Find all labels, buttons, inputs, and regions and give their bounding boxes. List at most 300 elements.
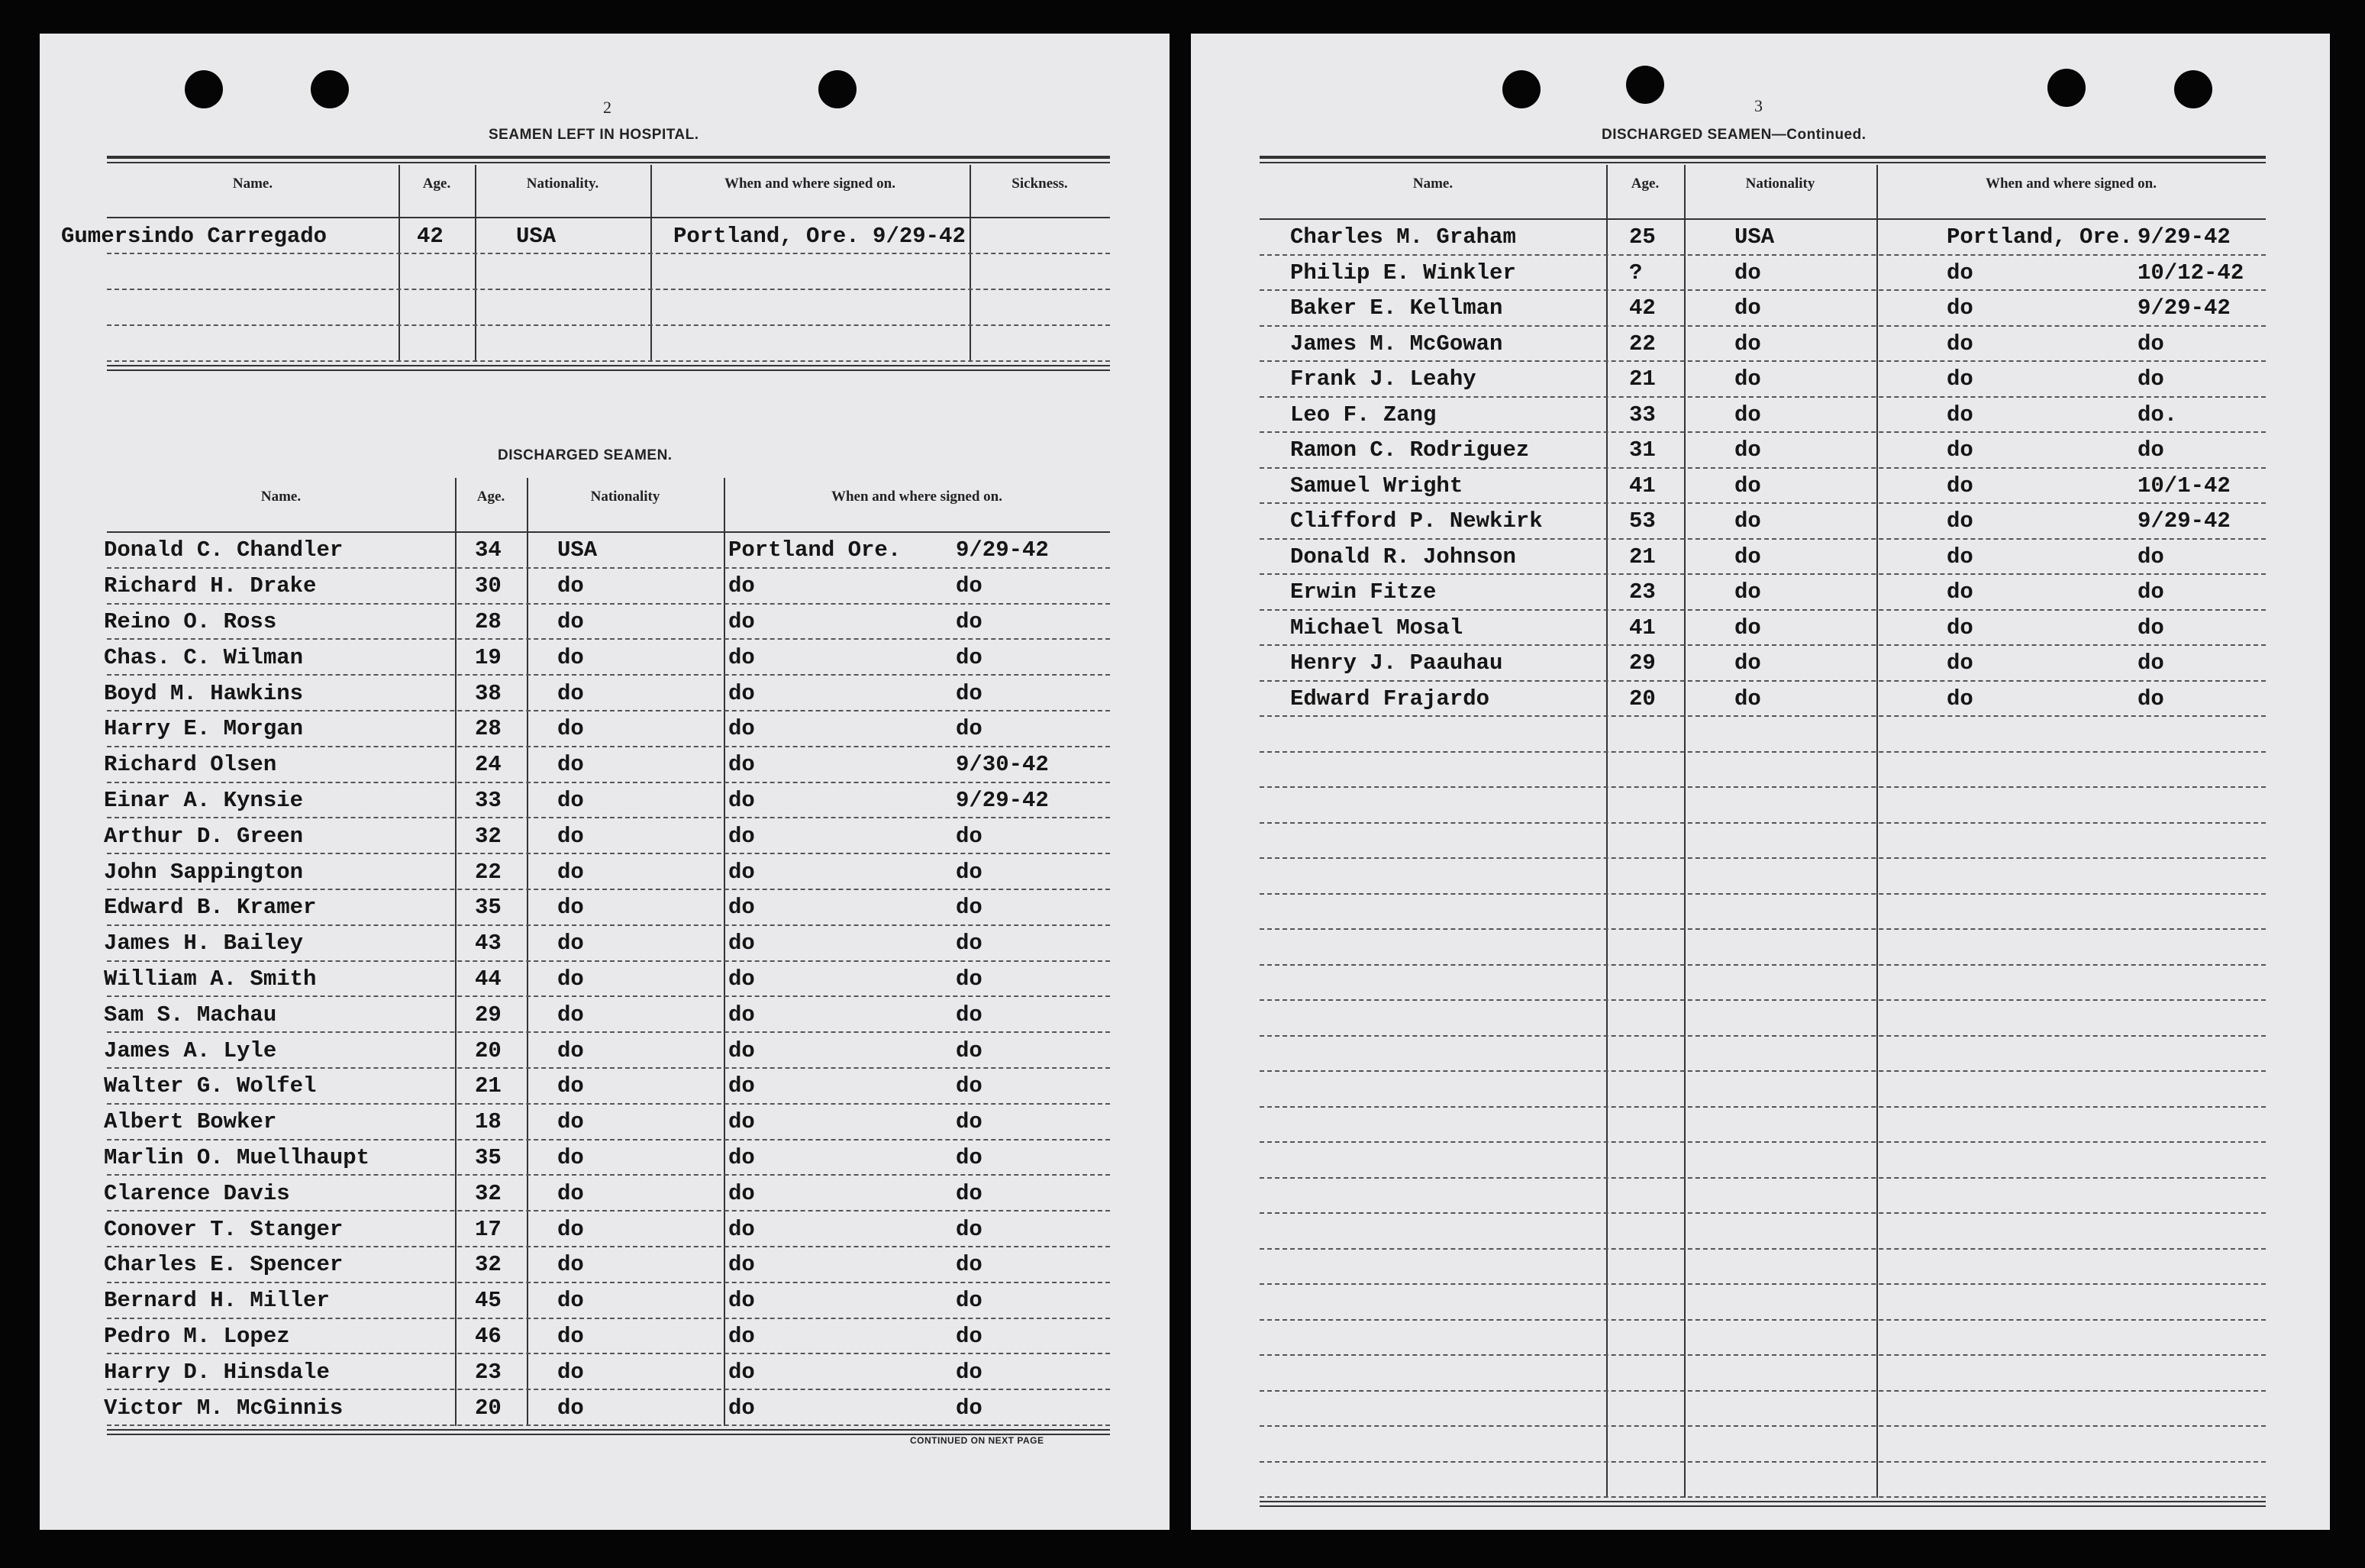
seaman-age: 28 [475, 609, 502, 634]
signed-on-date: do [956, 1145, 982, 1170]
row-separator [107, 638, 1110, 640]
seaman-age: 23 [1629, 579, 1656, 605]
row-separator [1260, 1354, 2266, 1356]
seaman-age: 32 [475, 823, 502, 849]
left-page [40, 34, 1170, 1530]
seaman-name: Frank J. Leahy [1290, 366, 1476, 392]
seaman-nationality: USA [557, 537, 598, 563]
column-divider [475, 165, 476, 362]
seaman-name: Edward B. Kramer [104, 895, 317, 921]
seaman-name: Walter G. Wolfel [104, 1073, 317, 1099]
signed-on-place: do [1947, 508, 1973, 534]
signed-on-date: do [956, 1216, 982, 1242]
seaman-nationality: do [1734, 437, 1761, 463]
signed-on-date: do. [2138, 402, 2178, 427]
column-divider [1876, 165, 1878, 1498]
seaman-nationality: do [557, 1216, 584, 1242]
seaman-nationality: do [557, 752, 584, 778]
row-separator [1260, 644, 2266, 646]
row-separator [1260, 431, 2266, 433]
seaman-nationality: do [557, 823, 584, 849]
seaman-name: Clarence Davis [104, 1180, 290, 1206]
seaman-nationality: do [1734, 650, 1761, 676]
signed-on-place: do [1947, 366, 1973, 392]
signed-on-place: do [728, 573, 755, 599]
column-divider [1606, 165, 1608, 1498]
seaman-name: James M. McGowan [1290, 331, 1503, 357]
seaman-name: William A. Smith [104, 966, 317, 992]
seaman-name: Clifford P. Newkirk [1290, 508, 1543, 534]
row-separator [1260, 1106, 2266, 1108]
row-separator [1260, 573, 2266, 575]
seaman-age: 35 [475, 1145, 502, 1170]
signed-on: Portland, Ore. 9/29-42 [673, 223, 966, 249]
row-separator [107, 1174, 1110, 1176]
row-separator [107, 1318, 1110, 1319]
row-separator [1260, 1177, 2266, 1179]
seaman-nationality: do [557, 716, 584, 742]
row-separator [1260, 1035, 2266, 1037]
signed-on-date: do [956, 823, 982, 849]
row-separator [107, 1353, 1110, 1354]
row-separator [1260, 964, 2266, 966]
column-header: Age. [476, 489, 505, 505]
signed-on-date: do [956, 1109, 982, 1135]
row-separator [1260, 1425, 2266, 1427]
column-header: When and where signed on. [1985, 176, 2157, 192]
signed-on-date: 10/1-42 [2138, 473, 2231, 498]
signed-on-place: Portland, Ore. [1947, 224, 2133, 250]
row-separator [1260, 822, 2266, 824]
signed-on-date: do [956, 609, 982, 634]
signed-on-place: do [1947, 331, 1973, 357]
column-divider [527, 478, 528, 1426]
seaman-age: 33 [1629, 402, 1656, 427]
seaman-nationality: do [1734, 331, 1761, 357]
seaman-name: Albert Bowker [104, 1109, 277, 1135]
row-separator [1260, 857, 2266, 859]
row-separator [107, 995, 1110, 997]
seaman-age: 41 [1629, 615, 1656, 640]
seaman-nationality: do [1734, 402, 1761, 427]
signed-on-date: do [956, 680, 982, 706]
signed-on-date: do [956, 1288, 982, 1314]
row-separator [107, 1103, 1110, 1105]
seaman-name: Michael Mosal [1290, 615, 1463, 640]
column-header: When and where signed on. [724, 176, 895, 192]
seaman-age: 28 [475, 716, 502, 742]
row-separator [1260, 467, 2266, 469]
seaman-nationality: do [557, 1359, 584, 1385]
seaman-age: 38 [475, 680, 502, 706]
seaman-age: 46 [475, 1324, 502, 1349]
signed-on-date: do [956, 1324, 982, 1349]
column-header: Nationality [1745, 176, 1815, 192]
row-separator [107, 1282, 1110, 1283]
rule [1260, 162, 2266, 163]
seaman-name: Reino O. Ross [104, 609, 277, 634]
seaman-nationality: do [557, 573, 584, 599]
rule [107, 369, 1110, 371]
row-separator [1260, 289, 2266, 291]
seaman-age: 24 [475, 752, 502, 778]
row-separator [107, 889, 1110, 890]
row-separator [107, 746, 1110, 747]
row-separator [107, 674, 1110, 676]
row-separator [107, 1246, 1110, 1247]
signed-on-place: do [728, 716, 755, 742]
seaman-nationality: do [1734, 686, 1761, 711]
signed-on-place: do [728, 1002, 755, 1028]
row-separator [107, 360, 1110, 362]
signed-on-date: do [2138, 331, 2164, 357]
signed-on-place: do [728, 1359, 755, 1385]
signed-on-place: do [1947, 544, 1973, 569]
signed-on-place: do [728, 823, 755, 849]
seaman-age: 30 [475, 573, 502, 599]
column-header: Age. [422, 176, 451, 192]
signed-on-date: 9/30-42 [956, 752, 1049, 778]
signed-on-date: do [956, 573, 982, 599]
seaman-name: James A. Lyle [104, 1037, 277, 1063]
punch-hole [1502, 70, 1541, 108]
seaman-name: Bernard H. Miller [104, 1288, 330, 1314]
signed-on-place: do [728, 1109, 755, 1135]
seaman-name: Donald R. Johnson [1290, 544, 1516, 569]
row-separator [1260, 538, 2266, 540]
seaman-name: Victor M. McGinnis [104, 1395, 344, 1421]
seaman-age: 22 [475, 859, 502, 885]
seaman-nationality: do [557, 859, 584, 885]
rule [1260, 1505, 2266, 1507]
signed-on-date: do [956, 895, 982, 921]
signed-on-place: Portland Ore. [728, 537, 902, 563]
seaman-nationality: USA [516, 223, 557, 249]
rule [1260, 156, 2266, 159]
signed-on-date: do [956, 1073, 982, 1099]
signed-on-place: do [1947, 686, 1973, 711]
seaman-nationality: do [557, 1073, 584, 1099]
signed-on-date: do [2138, 544, 2164, 569]
signed-on-place: do [1947, 260, 1973, 286]
seaman-name: Henry J. Paauhau [1290, 650, 1503, 676]
seaman-age: 25 [1629, 224, 1656, 250]
seaman-name: Boyd M. Hawkins [104, 680, 304, 706]
signed-on-place: do [728, 680, 755, 706]
seaman-nationality: do [557, 680, 584, 706]
signed-on-date: do [2138, 437, 2164, 463]
seaman-age: 19 [475, 644, 502, 670]
seaman-age: 32 [475, 1180, 502, 1206]
column-header: Name. [260, 489, 302, 505]
seaman-name: Harry D. Hinsdale [104, 1359, 330, 1385]
signed-on-place: do [1947, 295, 1973, 321]
signed-on-place: do [728, 1145, 755, 1170]
signed-on-date: do [956, 859, 982, 885]
seaman-name: Leo F. Zang [1290, 402, 1437, 427]
signed-on-place: do [728, 1073, 755, 1099]
seaman-nationality: USA [1734, 224, 1775, 250]
seaman-nationality: do [557, 1324, 584, 1349]
row-separator [1260, 1461, 2266, 1463]
signed-on-place: do [728, 895, 755, 921]
signed-on-date: do [2138, 579, 2164, 605]
seaman-name: Sam S. Machau [104, 1002, 277, 1028]
seaman-nationality: do [557, 1109, 584, 1135]
seaman-name: Marlin O. Muellhaupt [104, 1145, 370, 1170]
row-separator [1260, 1283, 2266, 1285]
signed-on-date: do [956, 966, 982, 992]
row-separator [1260, 1496, 2266, 1498]
seaman-nationality: do [1734, 579, 1761, 605]
signed-on-date: 9/29-42 [2138, 295, 2231, 321]
seaman-nationality: do [1734, 260, 1761, 286]
signed-on-place: do [1947, 650, 1973, 676]
seaman-age: 43 [475, 931, 502, 957]
seaman-nationality: do [1734, 544, 1761, 569]
signed-on-place: do [728, 788, 755, 813]
seaman-age: 31 [1629, 437, 1656, 463]
signed-on-place: do [728, 1288, 755, 1314]
row-separator [1260, 609, 2266, 611]
row-separator [1260, 786, 2266, 788]
row-separator [107, 1067, 1110, 1069]
row-separator [1260, 1248, 2266, 1250]
punch-hole [818, 70, 857, 108]
seaman-nationality: do [557, 1037, 584, 1063]
row-separator [107, 289, 1110, 290]
signed-on-date: do [2138, 686, 2164, 711]
signed-on-date: 9/29-42 [2138, 508, 2231, 534]
signed-on-place: do [728, 1216, 755, 1242]
seaman-age: 35 [475, 895, 502, 921]
seaman-age: 17 [475, 1216, 502, 1242]
row-separator [107, 603, 1110, 605]
seaman-nationality: do [1734, 473, 1761, 498]
row-separator [1260, 254, 2266, 256]
page-number: 2 [603, 98, 611, 117]
signed-on-date: do [956, 716, 982, 742]
row-separator [107, 1031, 1110, 1033]
column-divider [1684, 165, 1686, 1498]
signed-on-place: do [728, 644, 755, 670]
seaman-age: 20 [475, 1037, 502, 1063]
row-separator [1260, 893, 2266, 895]
row-separator [1260, 999, 2266, 1001]
signed-on-place: do [728, 752, 755, 778]
seaman-nationality: do [557, 1180, 584, 1206]
column-header: Nationality [590, 489, 660, 505]
row-separator [1260, 396, 2266, 398]
seaman-nationality: do [557, 931, 584, 957]
signed-on-place: do [1947, 615, 1973, 640]
header-rule [107, 217, 1110, 218]
signed-on-place: do [728, 1324, 755, 1349]
seaman-name: Harry E. Morgan [104, 716, 304, 742]
seaman-nationality: do [1734, 508, 1761, 534]
seaman-nationality: do [557, 644, 584, 670]
seaman-age: 41 [1629, 473, 1656, 498]
punch-hole [311, 70, 349, 108]
column-divider [970, 165, 971, 362]
row-separator [1260, 325, 2266, 327]
signed-on-date: 10/12-42 [2138, 260, 2244, 286]
signed-on-date: do [2138, 366, 2164, 392]
signed-on-date: do [2138, 615, 2164, 640]
signed-on-place: do [728, 1252, 755, 1278]
punch-hole [1626, 66, 1664, 104]
row-separator [1260, 360, 2266, 362]
signed-on-date: do [956, 1002, 982, 1028]
row-separator [107, 1389, 1110, 1390]
row-separator [107, 1139, 1110, 1141]
seaman-name: Richard Olsen [104, 752, 277, 778]
signed-on-place: do [728, 1180, 755, 1206]
seaman-name: Baker E. Kellman [1290, 295, 1503, 321]
page-number: 3 [1754, 96, 1763, 115]
seaman-age: 29 [1629, 650, 1656, 676]
row-separator [107, 324, 1110, 326]
row-separator [1260, 502, 2266, 504]
seaman-age: 44 [475, 966, 502, 992]
signed-on-date: 9/29-42 [2138, 224, 2231, 250]
seaman-name: John Sappington [104, 859, 304, 885]
column-header: Nationality. [526, 176, 599, 192]
rule [107, 365, 1110, 366]
signed-on-place: do [728, 966, 755, 992]
seaman-name: James H. Bailey [104, 931, 304, 957]
seaman-age: 32 [475, 1252, 502, 1278]
seaman-nationality: do [1734, 615, 1761, 640]
seaman-nationality: do [557, 895, 584, 921]
column-divider [455, 478, 457, 1426]
signed-on-place: do [728, 859, 755, 885]
seaman-name: Philip E. Winkler [1290, 260, 1516, 286]
seaman-nationality: do [557, 788, 584, 813]
seaman-name: Chas. C. Wilman [104, 644, 304, 670]
seaman-nationality: do [557, 1002, 584, 1028]
row-separator [1260, 680, 2266, 682]
seaman-name: Richard H. Drake [104, 573, 317, 599]
seaman-age: 21 [1629, 544, 1656, 569]
row-separator [1260, 1390, 2266, 1392]
signed-on-place: do [728, 1395, 755, 1421]
seaman-name: Ramon C. Rodriguez [1290, 437, 1530, 463]
discharged-section-title: DISCHARGED SEAMEN. [498, 447, 673, 463]
seaman-age: 34 [475, 537, 502, 563]
row-separator [107, 924, 1110, 926]
signed-on-place: do [728, 609, 755, 634]
signed-on-date: do [956, 644, 982, 670]
seaman-age: 21 [1629, 366, 1656, 392]
seaman-name: Arthur D. Green [104, 823, 304, 849]
continued-note: CONTINUED ON NEXT PAGE [910, 1435, 1044, 1446]
signed-on-date: do [956, 1180, 982, 1206]
signed-on-place: do [1947, 473, 1973, 498]
row-separator [107, 817, 1110, 818]
seaman-name: Charles M. Graham [1290, 224, 1516, 250]
rule [107, 1429, 1110, 1431]
column-header: Age. [1631, 176, 1660, 192]
row-separator [107, 1210, 1110, 1211]
column-header: When and where signed on. [831, 489, 1002, 505]
signed-on-date: do [956, 1252, 982, 1278]
seaman-name: Donald C. Chandler [104, 537, 344, 563]
seaman-age: 42 [1629, 295, 1656, 321]
rule [1260, 1501, 2266, 1502]
seaman-nationality: do [557, 609, 584, 634]
rule [107, 156, 1110, 159]
punch-hole [2047, 69, 2086, 107]
column-divider [650, 165, 652, 362]
punch-hole [2174, 70, 2212, 108]
seaman-age: 33 [475, 788, 502, 813]
header-rule [1260, 218, 2266, 220]
seaman-name: Charles E. Spencer [104, 1252, 344, 1278]
seaman-age: 22 [1629, 331, 1656, 357]
row-separator [107, 567, 1110, 569]
rule [107, 162, 1110, 163]
row-separator [1260, 1070, 2266, 1072]
seaman-age: 53 [1629, 508, 1656, 534]
signed-on-place: do [728, 931, 755, 957]
signed-on-date: do [956, 1395, 982, 1421]
row-separator [107, 782, 1110, 783]
row-separator [1260, 928, 2266, 930]
signed-on-date: do [956, 1037, 982, 1063]
signed-on-date: 9/29-42 [956, 537, 1049, 563]
signed-on-place: do [1947, 402, 1973, 427]
column-divider [398, 165, 400, 362]
header-rule [107, 531, 1110, 533]
seaman-age: 21 [475, 1073, 502, 1099]
seaman-age: 20 [1629, 686, 1656, 711]
row-separator [1260, 751, 2266, 753]
row-separator [1260, 715, 2266, 717]
row-separator [107, 1424, 1110, 1426]
row-separator [1260, 1319, 2266, 1321]
punch-hole [185, 70, 223, 108]
seaman-age: 23 [475, 1359, 502, 1385]
seaman-name: Pedro M. Lopez [104, 1324, 290, 1349]
signed-on-place: do [1947, 579, 1973, 605]
seaman-nationality: do [1734, 366, 1761, 392]
row-separator [1260, 1141, 2266, 1143]
row-separator [107, 960, 1110, 962]
seaman-nationality: do [557, 1288, 584, 1314]
row-separator [1260, 1212, 2266, 1214]
signed-on-date: do [956, 1359, 982, 1385]
seaman-age: 18 [475, 1109, 502, 1135]
seaman-name: Erwin Fitze [1290, 579, 1437, 605]
seaman-nationality: do [557, 1145, 584, 1170]
column-header: Name. [232, 176, 273, 192]
discharged-continued-title: DISCHARGED SEAMEN—Continued. [1602, 127, 1867, 143]
seaman-age: 20 [475, 1395, 502, 1421]
hospital-section-title: SEAMEN LEFT IN HOSPITAL. [489, 127, 699, 143]
signed-on-date: 9/29-42 [956, 788, 1049, 813]
seaman-nationality: do [557, 966, 584, 992]
seaman-age: 42 [417, 223, 444, 249]
seaman-age: 29 [475, 1002, 502, 1028]
seaman-nationality: do [557, 1252, 584, 1278]
row-separator [107, 253, 1110, 254]
column-header: Name. [1412, 176, 1454, 192]
signed-on-place: do [1947, 437, 1973, 463]
right-page [1191, 34, 2330, 1530]
seaman-nationality: do [1734, 295, 1761, 321]
seaman-name: Edward Frajardo [1290, 686, 1490, 711]
